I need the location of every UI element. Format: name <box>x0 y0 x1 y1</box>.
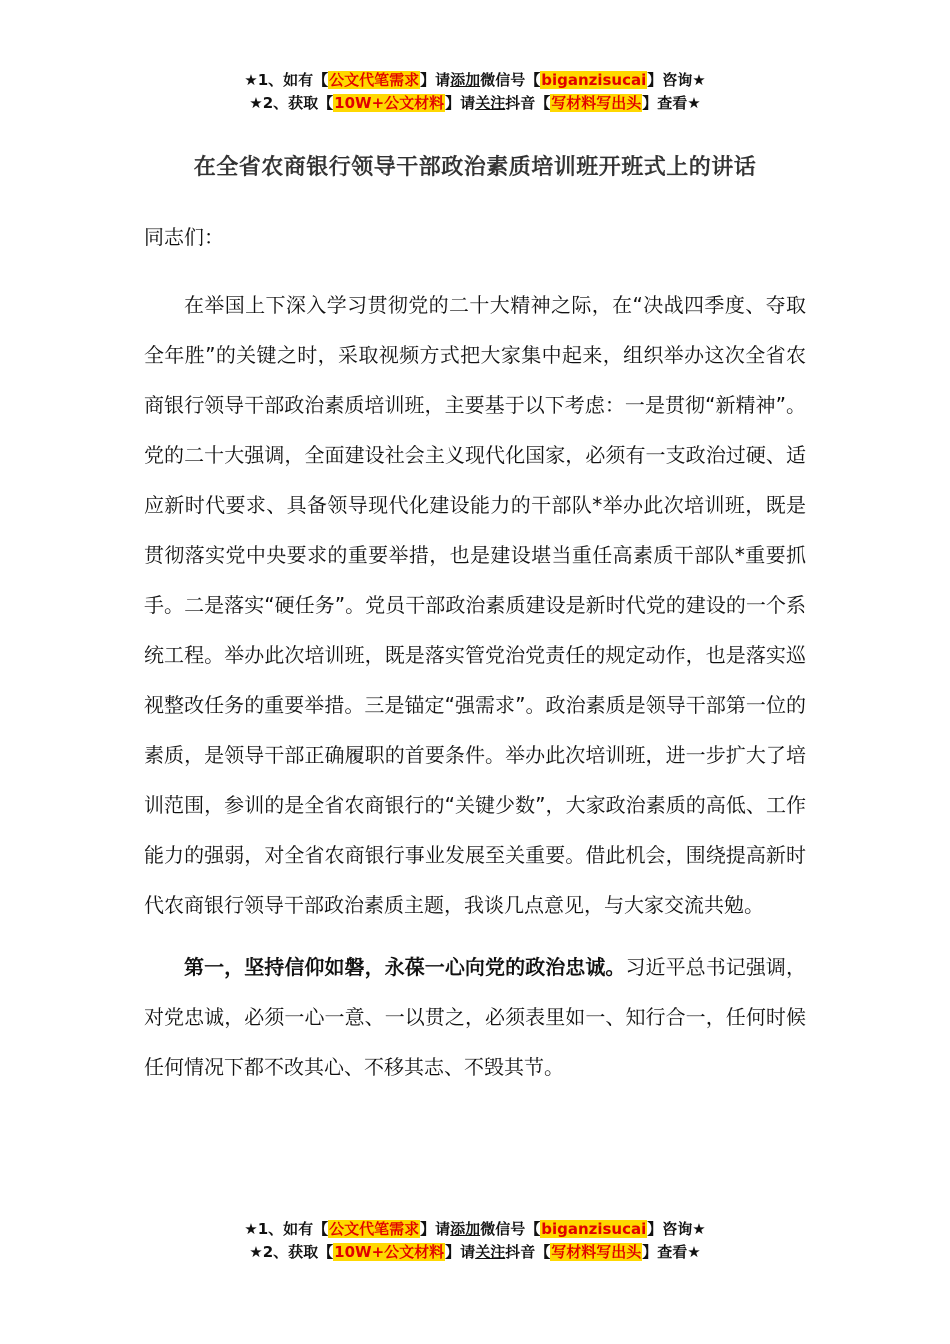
banner-text: 】咨询 <box>647 71 693 89</box>
banner-text: 1、如有【 <box>257 1220 329 1238</box>
banner-text: 2、获取【 <box>262 94 334 112</box>
banner-text: 】咨询 <box>647 1220 693 1238</box>
banner-text: 】请 <box>445 94 476 112</box>
star-icon: ★ <box>244 71 258 89</box>
banner-text: 】查看 <box>642 94 688 112</box>
document-title: 在全省农商银行领导干部政治素质培训班开班式上的讲话 <box>193 155 757 180</box>
paragraph-2-body: 习近平总书记强调，对党忠诚，必须一心一意、一以贯之，必须表里如一、知行合一，任何时候任何情况下都不改其心、不移其志、不毁其节。 <box>144 955 807 1079</box>
banner-emphasis: 关注 <box>475 1243 506 1261</box>
banner-line-2 <box>0 1241 950 1264</box>
banner-highlight: 公文代笔需求 <box>329 1220 420 1238</box>
banner-line-1 <box>0 69 950 92</box>
banner-text: 】请 <box>445 1243 476 1261</box>
banner-text: 微信号【 <box>480 71 541 89</box>
star-icon: ★ <box>249 1243 263 1261</box>
star-icon: ★ <box>687 1243 701 1261</box>
banner-emphasis: 关注 <box>475 94 506 112</box>
paragraph-1: 在举国上下深入学习贯彻党的二十大精神之际，在“决战四季度、夺取全年胜”的关键之时，采取视频方式把大家集中起来，组织举办这次全省农商银行领导干部政治素质培训班，主要基于以下考虑：一是贯彻“新精神”。党的二十大强调，全面建设社会主义现代化国家，必须有一支政治过硬、适应新时代要求、具备领导现代化建设能力的干部队*举办此次培训班，既是贯彻落实党中央要求的重要举措，也是建设堪当重任高素质干部队*重要抓手。二是落实“硬任务”。党员干部政治素质建设是新时代党的建设的一个系统工程。举办此次培训班，既是落实管党治党责任的规定动作，也是落实巡视整改任务的重要举措。三是锚定“强需求”。政治素质是领导干部第一位的素质，是领导干部正确履职的首要条件。举办此次培训班，进一步扩大了培训范围，参训的是全省农商银行的“关键少数”，大家政治素质的高低、工作能力的强弱，对全省农商银行事业发展至关重要。借此机会，围绕提高新时代农商银行领导干部政治素质主题，我谈几点意见，与大家交流共勉。 <box>144 293 806 917</box>
star-icon: ★ <box>692 71 706 89</box>
banner-highlight: 写材料写出头 <box>551 94 642 112</box>
header-banner <box>0 69 950 115</box>
banner-highlight: biganzisucai <box>541 1220 647 1238</box>
banner-highlight: 写材料写出头 <box>551 1243 642 1261</box>
banner-text: 抖音【 <box>505 1243 551 1261</box>
star-icon: ★ <box>692 1220 706 1238</box>
section-heading: 第一，坚持信仰如磐，永葆一心向党的政治忠诚。 <box>184 955 626 979</box>
paragraph-2 <box>144 942 806 1092</box>
banner-line-1 <box>0 1218 950 1241</box>
banner-text: 】查看 <box>642 1243 688 1261</box>
banner-text: 抖音【 <box>505 94 551 112</box>
banner-highlight: 公文代笔需求 <box>329 71 420 89</box>
banner-text: 微信号【 <box>480 1220 541 1238</box>
banner-text: 2、获取【 <box>262 1243 334 1261</box>
banner-text: 1、如有【 <box>257 71 329 89</box>
banner-highlight: 10W+公文材料 <box>334 1243 445 1261</box>
document-body <box>144 212 806 1092</box>
banner-text: 】请 <box>420 71 451 89</box>
star-icon: ★ <box>249 94 263 112</box>
salutation: 同志们： <box>144 225 224 249</box>
banner-emphasis: 添加 <box>450 71 481 89</box>
star-icon: ★ <box>687 94 701 112</box>
banner-emphasis: 添加 <box>450 1220 481 1238</box>
banner-line-2 <box>0 92 950 115</box>
banner-highlight: biganzisucai <box>541 71 647 89</box>
footer-banner <box>0 1218 950 1264</box>
banner-highlight: 10W+公文材料 <box>334 94 445 112</box>
star-icon: ★ <box>244 1220 258 1238</box>
banner-text: 】请 <box>420 1220 451 1238</box>
